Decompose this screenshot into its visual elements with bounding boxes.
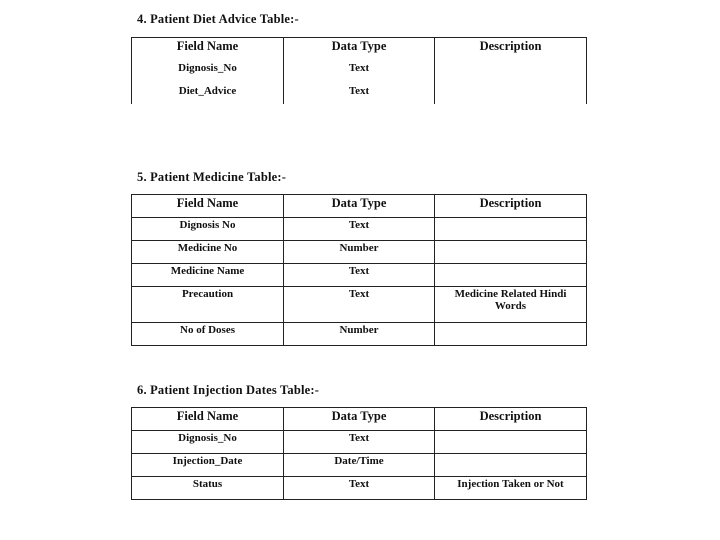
cell-type: Text	[284, 60, 435, 83]
cell-field: Dignosis_No	[132, 431, 284, 454]
cell-description	[435, 264, 587, 287]
header-field-name: Field Name	[132, 408, 284, 431]
table-row	[132, 454, 587, 477]
medicine-table	[131, 194, 586, 346]
table-row	[132, 241, 587, 264]
cell-description	[435, 83, 587, 104]
cell-type: Number	[284, 323, 435, 346]
cell-field: Diet_Advice	[132, 83, 284, 104]
cell-type: Date/Time	[284, 454, 435, 477]
cell-description: Medicine Related Hindi Words	[435, 287, 587, 323]
table-row	[132, 218, 587, 241]
cell-field: Medicine No	[132, 241, 284, 264]
cell-type: Text	[284, 83, 435, 104]
cell-description	[435, 241, 587, 264]
table-row	[132, 264, 587, 287]
table-row	[132, 287, 587, 323]
header-field-name: Field Name	[132, 195, 284, 218]
cell-type: Text	[284, 264, 435, 287]
cell-field: Precaution	[132, 287, 284, 323]
cell-type: Text	[284, 287, 435, 323]
table-row	[132, 60, 587, 83]
injection-dates-table	[131, 407, 586, 500]
table-row	[132, 323, 587, 346]
header-description: Description	[435, 38, 587, 61]
table-5-title: 5. Patient Medicine Table:-	[137, 170, 287, 184]
cell-description	[435, 323, 587, 346]
cell-description	[435, 218, 587, 241]
cell-type: Number	[284, 241, 435, 264]
header-field-name: Field Name	[132, 38, 284, 61]
table-4-title: 4. Patient Diet Advice Table:-	[137, 12, 299, 26]
cell-type: Text	[284, 477, 435, 500]
diet-advice-table	[131, 37, 586, 104]
table-row	[132, 431, 587, 454]
header-data-type: Data Type	[284, 195, 435, 218]
header-data-type: Data Type	[284, 408, 435, 431]
cell-field: Dignosis_No	[132, 60, 284, 83]
table-row	[132, 83, 587, 104]
cell-field: Injection_Date	[132, 454, 284, 477]
cell-field: No of Doses	[132, 323, 284, 346]
cell-description	[435, 60, 587, 83]
cell-description	[435, 431, 587, 454]
table-row	[132, 477, 587, 500]
cell-field: Status	[132, 477, 284, 500]
cell-type: Text	[284, 431, 435, 454]
cell-field: Medicine Name	[132, 264, 284, 287]
cell-type: Text	[284, 218, 435, 241]
cell-description: Injection Taken or Not	[435, 477, 587, 500]
header-description: Description	[435, 195, 587, 218]
cell-field: Dignosis No	[132, 218, 284, 241]
header-data-type: Data Type	[284, 38, 435, 61]
header-description: Description	[435, 408, 587, 431]
cell-description	[435, 454, 587, 477]
table-6-title: 6. Patient Injection Dates Table:-	[137, 383, 320, 397]
